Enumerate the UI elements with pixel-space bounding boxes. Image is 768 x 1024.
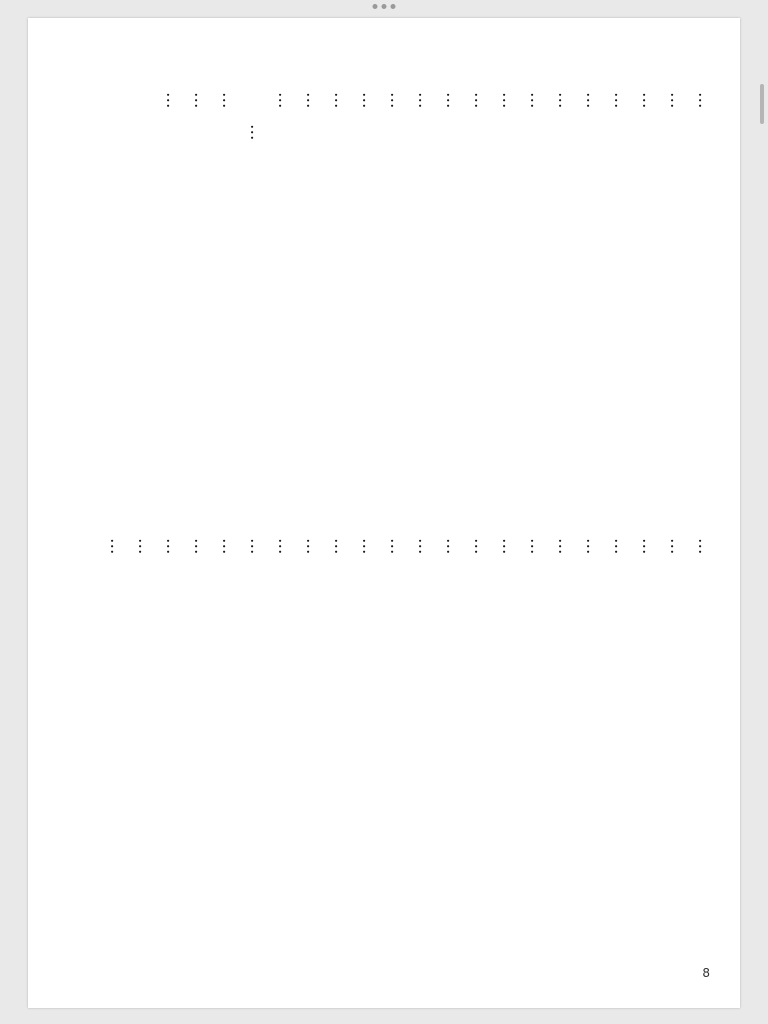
text-column: …: [107, 538, 126, 555]
text-column: …: [527, 92, 546, 109]
text-column: …: [667, 92, 686, 109]
text-column: …: [499, 538, 518, 555]
text-column: …: [331, 538, 350, 555]
text-column: …: [583, 538, 602, 555]
text-column: …: [639, 538, 658, 555]
text-column: …: [359, 92, 378, 109]
text-column: …: [247, 538, 266, 555]
text-column: …: [387, 92, 406, 109]
handle-dot: [391, 4, 396, 9]
text-column: …: [387, 538, 406, 555]
text-column: …: [443, 92, 462, 109]
text-column: …: [191, 538, 210, 555]
book-page: [28, 18, 740, 1008]
text-column: …: [359, 538, 378, 555]
handle-dot: [373, 4, 378, 9]
text-column: …: [331, 92, 350, 109]
page-number: 8: [702, 966, 710, 980]
text-column: …: [303, 538, 322, 555]
text-column: …: [555, 92, 574, 109]
handle-dot: [382, 4, 387, 9]
text-column: …: [219, 538, 238, 555]
text-tier-lower: [107, 538, 718, 978]
text-column: …: [163, 92, 182, 109]
text-column: …: [275, 538, 294, 555]
text-column: …: [191, 92, 210, 109]
text-column: …: [695, 92, 714, 109]
text-column: …: [527, 538, 546, 555]
text-column: …: [303, 92, 322, 109]
text-column: …: [415, 538, 434, 555]
text-column: …: [499, 92, 518, 109]
text-column: …: [415, 92, 434, 109]
text-column: …: [611, 538, 630, 555]
text-column: …: [471, 92, 490, 109]
text-column: …: [695, 538, 714, 555]
text-column: …: [471, 538, 490, 555]
text-column: …: [163, 538, 182, 555]
text-tier-upper: [128, 92, 718, 512]
text-column: …: [667, 538, 686, 555]
text-column: …: [611, 92, 630, 109]
scrollbar-thumb[interactable]: [760, 84, 764, 124]
text-column: …: [135, 538, 154, 555]
drag-handle[interactable]: [373, 4, 396, 9]
text-column: …: [583, 92, 602, 109]
text-column: …: [219, 92, 238, 109]
text-column: …: [555, 538, 574, 555]
scene-break-asterisk: …: [247, 124, 266, 141]
text-column: …: [275, 92, 294, 109]
text-column: …: [639, 92, 658, 109]
text-column: …: [443, 538, 462, 555]
scrollbar-track[interactable]: [760, 18, 764, 1008]
